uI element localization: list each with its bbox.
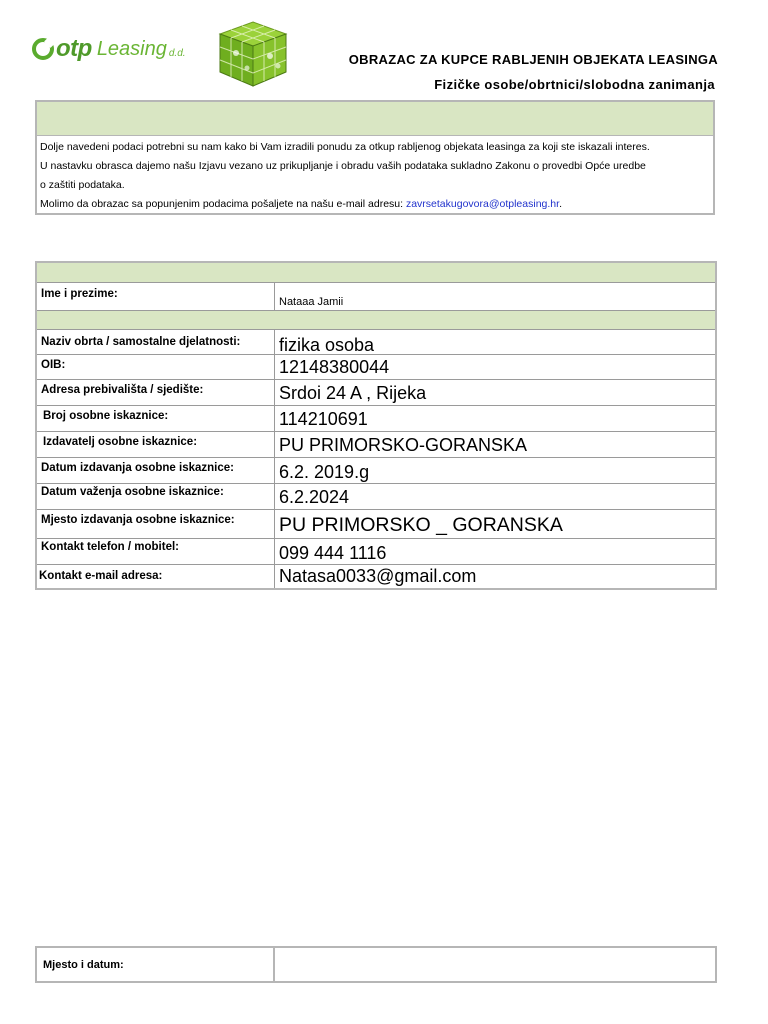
form-label: Datum važenja osobne iskaznice: [37,484,275,509]
form-row-phone [37,539,715,565]
form-row-issue-date [37,458,715,484]
form-row-address [37,380,715,406]
info-line-4-suffix: . [559,198,562,210]
form-row-email [37,565,715,588]
info-text [40,138,712,214]
form-label: Adresa prebivališta / sjedište: [37,380,275,405]
form-label: Ime i prezime: [37,283,275,310]
form-value-field[interactable]: 114210691 [279,409,368,429]
form-label: Naziv obrta / samostalne djelatnosti: [37,330,275,354]
cube-graphic [218,20,288,88]
place-date-field[interactable] [275,948,715,981]
form-value-field[interactable]: PU PRIMORSKO-GORANSKA [279,435,528,455]
place-date-label: Mjesto i datum: [37,948,275,981]
form-value-field[interactable]: Srdoi 24 A , Rijeka [279,383,427,403]
form-value-field[interactable]: Nataaa Jamii [279,296,344,308]
form-row-expiry-date [37,484,715,510]
info-header-band [37,102,713,136]
form-row-id-issuer [37,432,715,458]
form-label: Kontakt e-mail adresa: [37,565,275,588]
form-label: Datum izdavanja osobne iskaznice: [37,458,275,483]
form-value-field[interactable]: 6.2.2024 [279,487,350,507]
logo-ring-icon [32,38,54,60]
logo-suffix-text: d.d. [168,47,186,59]
page-title: OBRAZAC ZA KUPCE RABLJENIH OBJEKATA LEASINGA [348,52,718,67]
form-value-field[interactable]: 099 444 1116 [279,543,387,563]
form-row-oib [37,355,715,380]
info-box [35,100,715,215]
form-label: OIB: [37,355,275,379]
logo-otp-text: otp [56,35,92,62]
otp-leasing-logo [32,30,186,68]
form-value-field[interactable]: PU PRIMORSKO _ GORANSKA [279,514,563,536]
form-row-id-number [37,406,715,432]
info-line-3: o zaštiti podataka. [40,179,125,191]
form-label: Mjesto izdavanja osobne iskaznice: [37,510,275,538]
form-value-field[interactable]: 12148380044 [279,357,390,377]
form-header-band [37,263,715,283]
form-row-business [37,330,715,355]
logo-leasing-text: Leasing [96,37,167,60]
place-date-table [35,946,717,983]
form-label: Kontakt telefon / mobitel: [37,539,275,564]
form-label: Izdavatelj osobne iskaznice: [37,432,275,457]
info-line-1: Dolje navedeni podaci potrebni su nam kako bi Vam izradili ponudu za otkup rabljenog objekata leasinga za koji ste iskazali interes. [40,141,650,153]
form-value-field[interactable]: fizika osoba [279,335,375,355]
form-value-field[interactable]: 6.2. 2019.g [279,462,370,482]
customer-form-table [35,261,717,590]
form-row-name [37,283,715,311]
email-link[interactable]: zavrsetakugovora@otpleasing.hr [405,198,560,210]
info-line-2: U nastavku obrasca dajemo našu Izjavu vezano uz prikupljanje i obradu vaših podataka sukladno Zakonu o provedbi Opće uredbe [40,160,646,172]
page-subtitle: Fizičke osobe/obrtnici/slobodna zanimanja [434,77,715,92]
info-line-4-prefix: Molimo da obrazac sa popunjenim podacima pošaljete na našu e-mail adresu: [40,198,406,210]
form-value-field[interactable]: Natasa0033@gmail.com [279,566,477,586]
form-label: Broj osobne iskaznice: [37,406,275,431]
form-separator-band [37,311,715,330]
form-row-issue-place [37,510,715,539]
info-line-4 [40,195,712,214]
